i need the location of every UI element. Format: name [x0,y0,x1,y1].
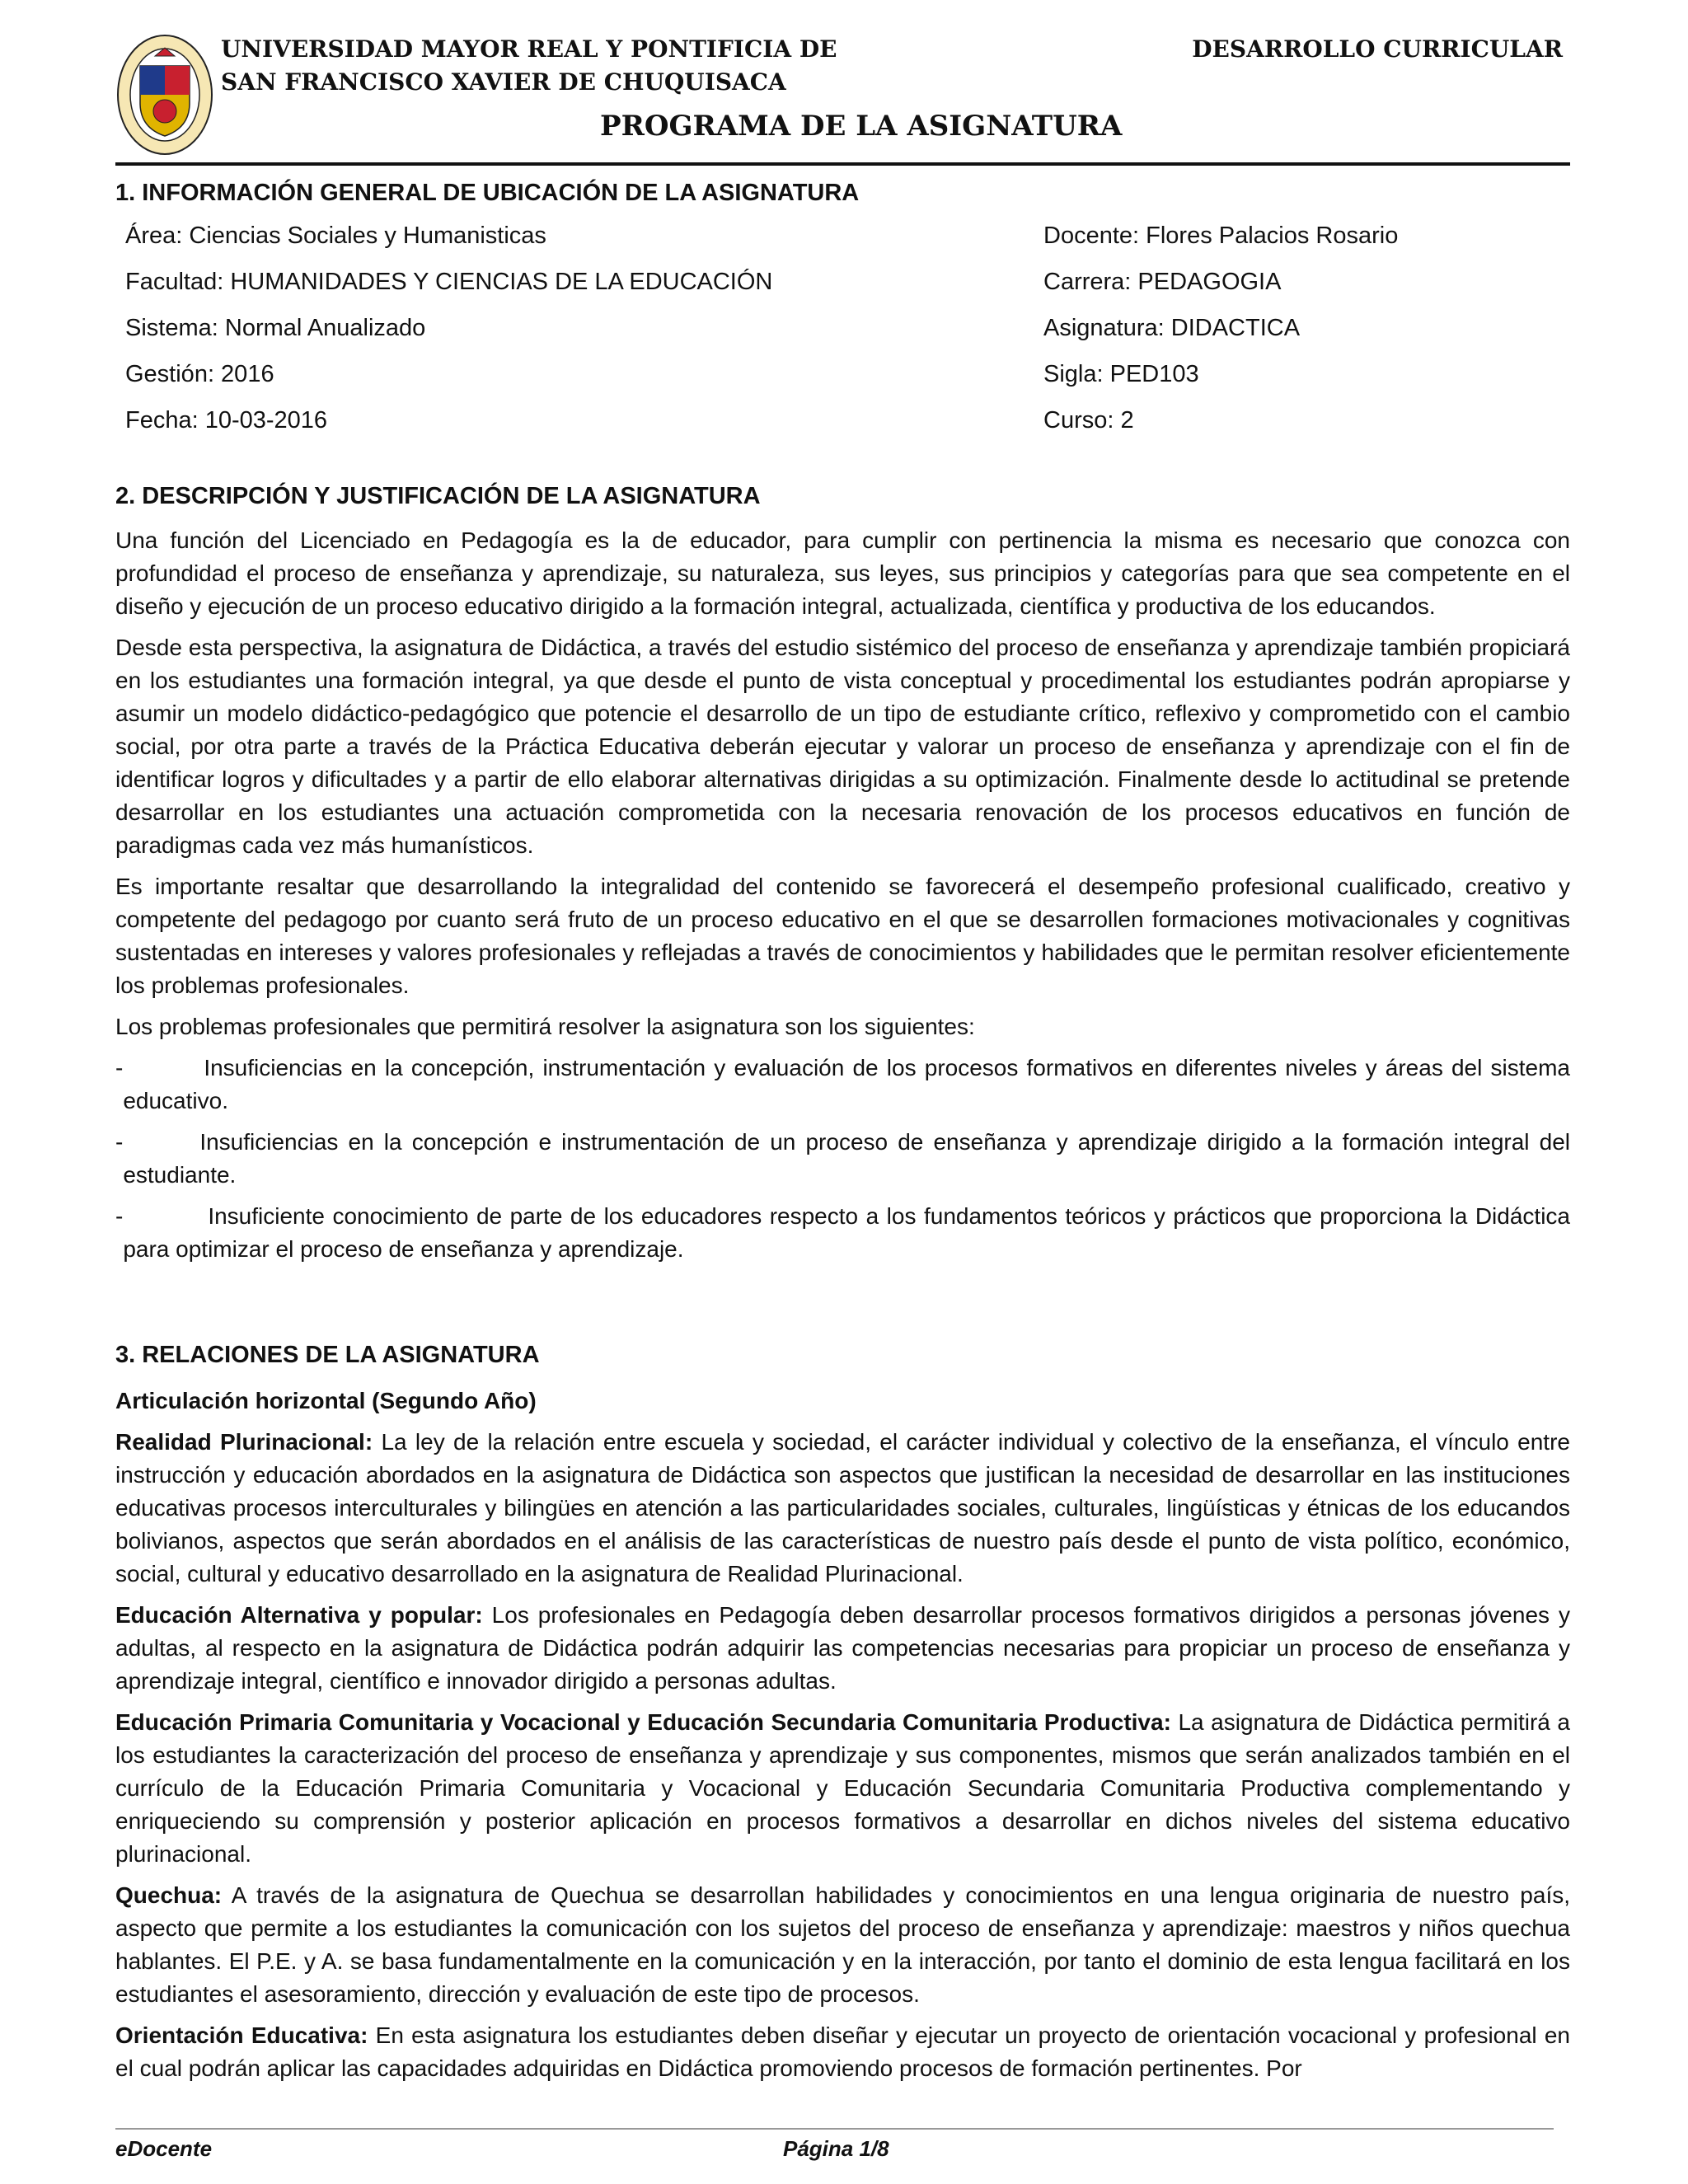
relation-label: Realidad Plurinacional: [115,1429,373,1455]
paragraph: Desde esta perspectiva, la asignatura de Didáctica, a través del estudio sistémico del proceso de enseñanza y aprendizaje también propiciará en los estudiantes una formación integral, ya que desde el punto de vista conceptual y procedimental los estudiantes podrán apropiarse y asumir un modelo didáctico-pedagógico que potencie el desarrollo de un tipo de estudiante crítico, reflexivo y comprometido con el cambio social, por otra parte a través de la Práctica Educativa deberán ejecutar y valorar un proceso de enseñanza y aprendizaje con el fin de identificar logros y dificultades y a partir de ello elaborar alternativas dirigidas a su optimización. Finalmente desde lo actitudinal se pretende desarrollar en los estudiantes una actuación comprometida con la necesaria renovación de los procesos educativos en función de paradigmas cada vez más humanísticos. [115,635,1570,858]
list-item [115,1052,1570,1118]
university-name-line1: UNIVERSIDAD MAYOR REAL Y PONTIFICIA DE [221,35,837,63]
info-right-column [1043,213,1398,443]
list-item-text: Insuficiente conocimiento de parte de los educadores respecto a los fundamentos teóricos y prácticos que proporciona la Didáctica para optimizar el proceso de enseñanza y aprendizaje. [123,1203,1570,1262]
list-item-text: Insuficiencias en la concepción, instrumentación y evaluación de los procesos formativos en diferentes niveles y áreas del sistema educativo. [123,1055,1570,1113]
info-year: Gestión: 2016 [125,361,274,387]
paragraph: Es importante resaltar que desarrollando la integralidad del contenido se favorecerá el desempeño profesional cualificado, creativo y competente del pedagogo por cuanto será fruto de un proceso educativo en el que se desarrollen formaciones motivacionales y cognitivas sustentadas en intereses y valores profesionales y reflejadas a través de conocimientos y habilidades que le permitan resolver eficientemente los problemas profesionales. [115,874,1570,998]
list-item-text: Insuficiencias en la concepción e instrumentación de un proceso de enseñanza y aprendizaje dirigido a la formación integral del estudiante. [123,1129,1570,1188]
university-seal-icon [115,33,214,157]
info-subject: Asignatura: DIDACTICA [1043,315,1301,341]
relation-item [115,1599,1570,1698]
info-teacher: Docente: Flores Palacios Rosario [1043,223,1399,249]
relation-text: La ley de la relación entre escuela y sociedad, el carácter individual y colectivo de la enseñanza, el vínculo entre instrucción y educación abordados en la asignatura de Didáctica son aspectos que justifican la necesidad de desarrollar en las instituciones educativas procesos interculturales y bilingües en atención a las particularidades sociales, culturales, lingüísticas y étnicas de los educandos bolivianos, aspectos que serán abordados en el análisis de las características de nuestro país desde el punto de vista político, económico, social, cultural y educativo desarrollado en la asignatura de Realidad Plurinacional. [115,1429,1570,1586]
info-left-column [125,213,772,443]
section3-body [115,1385,1570,2093]
info-system: Sistema: Normal Anualizado [125,315,426,341]
paragraph: Los problemas profesionales que permitirá resolver la asignatura son los siguientes: [115,1014,975,1039]
list-item [115,1126,1570,1192]
university-name [221,33,837,99]
relation-item [115,2019,1570,2085]
relation-item [115,1879,1570,2011]
relation-item [115,1426,1570,1591]
info-area: Área: Ciencias Sociales y Humanisticas [125,223,546,249]
paragraph: Una función del Licenciado en Pedagogía es la de educador, para cumplir con pertinencia la misma es necesario que conozca con profundidad el proceso de enseñanza y aprendizaje, su naturaleza, sus leyes, sus principios y categorías para que sea competente en el diseño y ejecución de un proceso educativo dirigido a la formación integral, actualizada, científica y productiva de los educandos. [115,527,1570,619]
info-career: Carrera: PEDAGOGIA [1043,269,1282,295]
list-item [115,1200,1570,1266]
section2-title: 2. DESCRIPCIÓN Y JUSTIFICACIÓN DE LA ASIGNATURA [115,483,761,509]
bullet-marker: - [115,1203,124,1229]
relation-text: En esta asignatura los estudiantes deben diseñar y ejecutar un proyecto de orientación vocacional y profesional en el cual podrán aplicar las capacidades adquiridas en Didáctica promoviendo procesos de formación pertinentes. Por [115,2022,1570,2081]
info-code: Sigla: PED103 [1043,361,1199,387]
relation-text: La asignatura de Didáctica permitirá a los estudiantes la caracterización del proceso de enseñanza y aprendizaje y sus componentes, mismos que serán analizados también en el currículo de la Educación Primaria Comunitaria y Vocacional y Educación Secundaria Comunitaria Productiva complementando y enriqueciendo su comprensión y posterior aplicación en procesos formativos a desarrollar en dichos niveles del sistema educativo plurinacional. [115,1709,1570,1867]
relation-label: Educación Primaria Comunitaria y Vocacional y Educación Secundaria Comunitaria Productiva: [115,1709,1171,1735]
page-number: Página 1/8 [783,2136,889,2161]
header-divider [115,162,1570,166]
relation-text: Los profesionales en Pedagogía deben desarrollar procesos formativos dirigidos a personas jóvenes y adultas, al respecto en la asignatura de Didáctica podrán adquirir las competencias necesarias para propiciar un proceso de enseñanza y aprendizaje integral, científico e innovador dirigido a personas adultas. [115,1602,1570,1694]
footer-divider [115,2128,1554,2130]
info-date: Fecha: 10-03-2016 [125,407,328,434]
section3-title: 3. RELACIONES DE LA ASIGNATURA [115,1342,540,1368]
section1-title: 1. INFORMACIÓN GENERAL DE UBICACIÓN DE LA ASIGNATURA [115,180,860,206]
footer-app-name: eDocente [115,2136,213,2161]
relation-label: Educación Alternativa y popular: [115,1602,483,1628]
section3-subtitle: Articulación horizontal (Segundo Año) [115,1388,537,1413]
university-name-line2: SAN FRANCISCO XAVIER DE CHUQUISACA [221,68,786,96]
info-faculty: Facultad: HUMANIDADES Y CIENCIAS DE LA EDUCACIÓN [125,269,773,295]
relation-text: A través de la asignatura de Quechua se desarrollan habilidades y conocimientos en una lengua originaria de nuestro país, aspecto que permite a los estudiantes la comunicación con los sujetos del proceso de enseñanza y aprendizaje: maestros y niños quechua hablantes. El P.E. y A. se basa fundamentalmente en la comunicación y en la interacción, por tanto el dominio de esta lengua facilitará en los estudiantes el asesoramiento, dirección y evaluación de este tipo de procesos. [115,1882,1570,2007]
info-course: Curso: 2 [1043,407,1134,434]
section2-body [115,524,1570,1274]
bullet-marker: - [115,1055,124,1080]
relation-item [115,1706,1570,1871]
page-title: PROGRAMA DE LA ASIGNATURA [600,110,1123,143]
relation-label: Quechua: [115,1882,223,1908]
department-label: DESARROLLO CURRICULAR [1192,35,1563,63]
relation-label: Orientación Educativa: [115,2022,368,2048]
bullet-marker: - [115,1129,124,1155]
